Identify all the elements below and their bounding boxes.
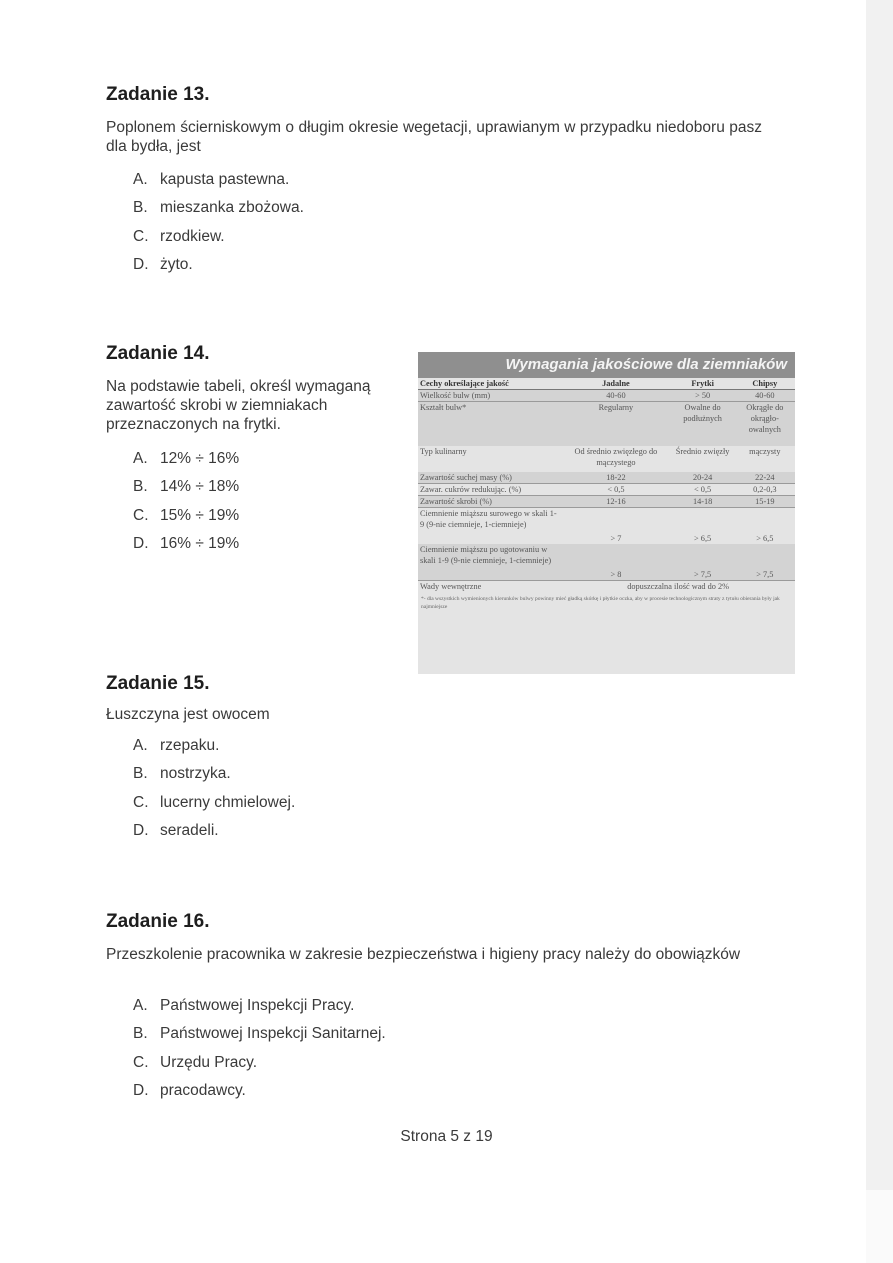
task-16-question: Przeszkolenie pracownika w zakresie bezpieczeństwa i higieny pracy należy do obowiązków (106, 946, 741, 963)
page-number: Strona 5 z 19 (400, 1128, 493, 1145)
table-row: Ciemnienie miąższu po ugotowaniu w skali 1-9 (9-nie ciemnieje, 1-ciemnieje) > 8 > 7,5 > 7,5 (418, 544, 795, 581)
task-14-answers (133, 450, 239, 563)
answer-option: C. lucerny chmielowej. (133, 793, 296, 811)
table-row: Zawartość skrobi (%) 12-16 14-18 15-19 (418, 496, 795, 508)
answer-option: D. pracodawcy. (133, 1081, 246, 1099)
answer-option: D. żyto. (133, 255, 193, 273)
task-16-title: Zadanie 16. (106, 911, 210, 932)
answer-option: A. 12% ÷ 16% (133, 450, 240, 467)
scan-edge-shadow-bottom (866, 1190, 893, 1263)
answer-option: C. Urzędu Pracy. (133, 1053, 258, 1071)
table-row: Wielkość bulw (mm) 40-60 > 50 40-60 (418, 390, 795, 402)
task-13-title: Zadanie 13. (106, 84, 210, 105)
answer-option: B. mieszanka zbożowa. (133, 199, 304, 217)
task-16-answers (133, 997, 386, 1110)
table-row: Zawar. cukrów redukując. (%) < 0,5 < 0,5 0,2-0,3 (418, 484, 795, 496)
answer-option: A. kapusta pastewna. (133, 171, 290, 188)
table-header-cell: Jadalne (561, 378, 670, 390)
task-14-question: Na podstawie tabeli, określ wymaganą zawartość skrobi w ziemniakach przeznaczonych na frytki. (106, 378, 371, 433)
table-header-cell: Chipsy (735, 378, 795, 390)
table-row: Zawartość suchej masy (%) 18-22 20-24 22-24 (418, 472, 795, 484)
table-row: Wady wewnętrzne dopuszczalna ilość wad do 2% (420, 582, 730, 591)
answer-option: A. rzepaku. (133, 737, 220, 754)
table-footnote: *- dla wszystkich wymienionych kierunków bulwy powinny mieć gładką skórkę i płytkie oczka, aby w procesie technologicznym straty z tytułu obierania były jak najmniejsze (421, 596, 780, 610)
answer-option: A. Państwowej Inspekcji Pracy. (133, 997, 355, 1014)
answer-option: C. rzodkiew. (133, 227, 225, 245)
answer-option: B. 14% ÷ 18% (133, 478, 240, 496)
table-row: Ciemnienie miąższu surowego w skali 1-9 (9-nie ciemnieje, 1-ciemnieje) > 7 > 6,5 > 6,5 (420, 509, 774, 543)
table-row: Kształt bulw* Regularny Owalne do podłużnych Okrągłe do okrągło-owalnych (418, 402, 795, 447)
answer-option: B. nostrzyka. (133, 765, 231, 783)
scan-edge-shadow (866, 0, 893, 1190)
answer-option: B. Państwowej Inspekcji Sanitarnej. (133, 1025, 386, 1043)
task-14-title: Zadanie 14. (106, 343, 210, 364)
task-13-answers (133, 171, 304, 284)
table-header-cell: Cechy określające jakość (418, 378, 561, 390)
table-header-cell: Frytki (671, 378, 735, 390)
task-13-question: Poplonem ścierniskowym o długim okresie wegetacji, uprawianym w przypadku niedoboru pasz dla bydła, jest (106, 119, 762, 155)
table-title: Wymagania jakościowe dla ziemniaków (418, 352, 795, 378)
answer-option: C. 15% ÷ 19% (133, 506, 240, 524)
task-15-title: Zadanie 15. (106, 673, 210, 694)
answer-option: D. 16% ÷ 19% (133, 534, 240, 552)
task-15-answers (133, 737, 295, 850)
table-row: Typ kulinarny Od średnio zwięzłego do mączystego Średnio zwięzły mączysty (420, 447, 781, 467)
potato-quality-table (418, 352, 795, 674)
answer-option: D. seradeli. (133, 821, 219, 839)
task-15-question: Łuszczyna jest owocem (106, 706, 270, 723)
